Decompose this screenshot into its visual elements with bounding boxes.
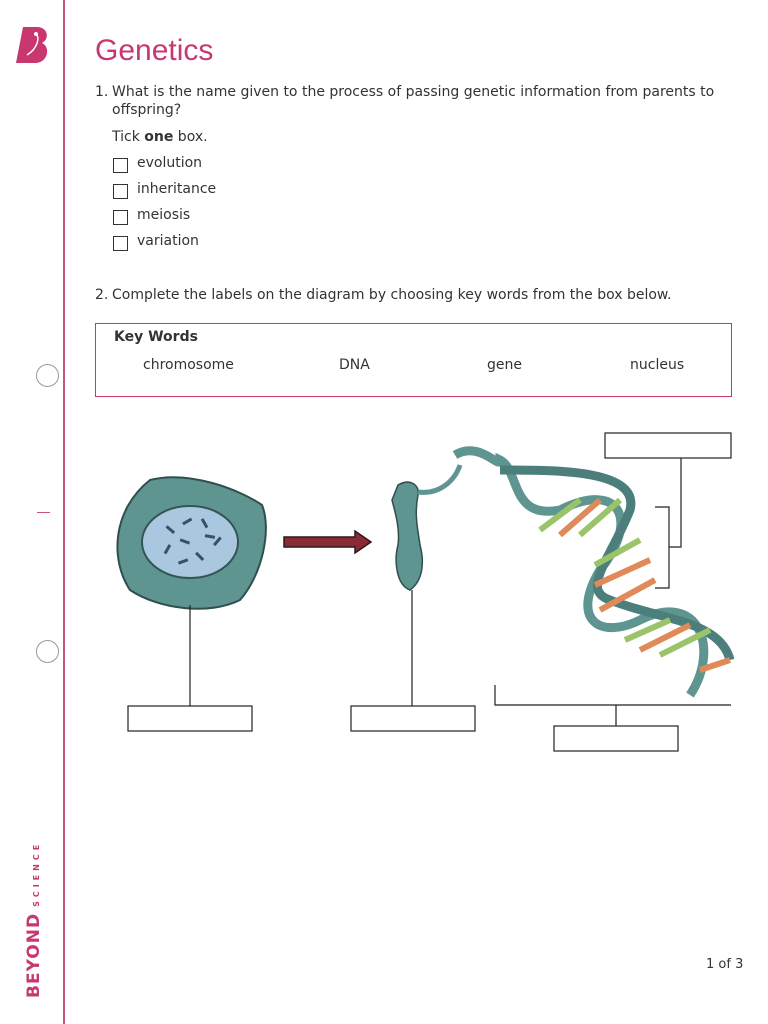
q1-instruction: Tick one box.	[112, 129, 208, 145]
label-box-nucleus[interactable]	[128, 706, 252, 731]
option-label: evolution	[137, 155, 203, 171]
key-word: gene	[487, 357, 522, 373]
brand-name: BEYOND	[24, 912, 44, 998]
key-word: DNA	[339, 357, 370, 373]
brand-subname: SCIENCE	[32, 840, 41, 907]
key-word: nucleus	[630, 357, 685, 373]
option-label: inheritance	[137, 181, 217, 197]
q2-number: 2.	[95, 287, 109, 303]
cell-icon	[117, 477, 265, 608]
dna-helix-icon	[455, 451, 730, 695]
q1-text: What is the name given to the process of passing genetic information from parents to	[112, 84, 715, 100]
option-label: meiosis	[137, 207, 191, 223]
label-box-chromosome[interactable]	[351, 706, 475, 731]
key-word: chromosome	[143, 357, 234, 373]
key-words-title: Key Words	[114, 329, 198, 345]
q1-number: 1.	[95, 84, 109, 100]
option-label: variation	[137, 233, 199, 249]
q2-text: Complete the labels on the diagram by choosing key words from the box below.	[112, 287, 672, 303]
q1-text-cont: offspring?	[112, 102, 182, 118]
label-box-dna[interactable]	[554, 726, 678, 751]
arrow-icon	[284, 531, 371, 553]
label-lines	[190, 458, 731, 726]
chromosome-icon	[392, 465, 460, 590]
page-title: Genetics	[95, 34, 214, 67]
label-box-gene[interactable]	[605, 433, 731, 458]
page-number: 1 of 3	[706, 957, 744, 972]
